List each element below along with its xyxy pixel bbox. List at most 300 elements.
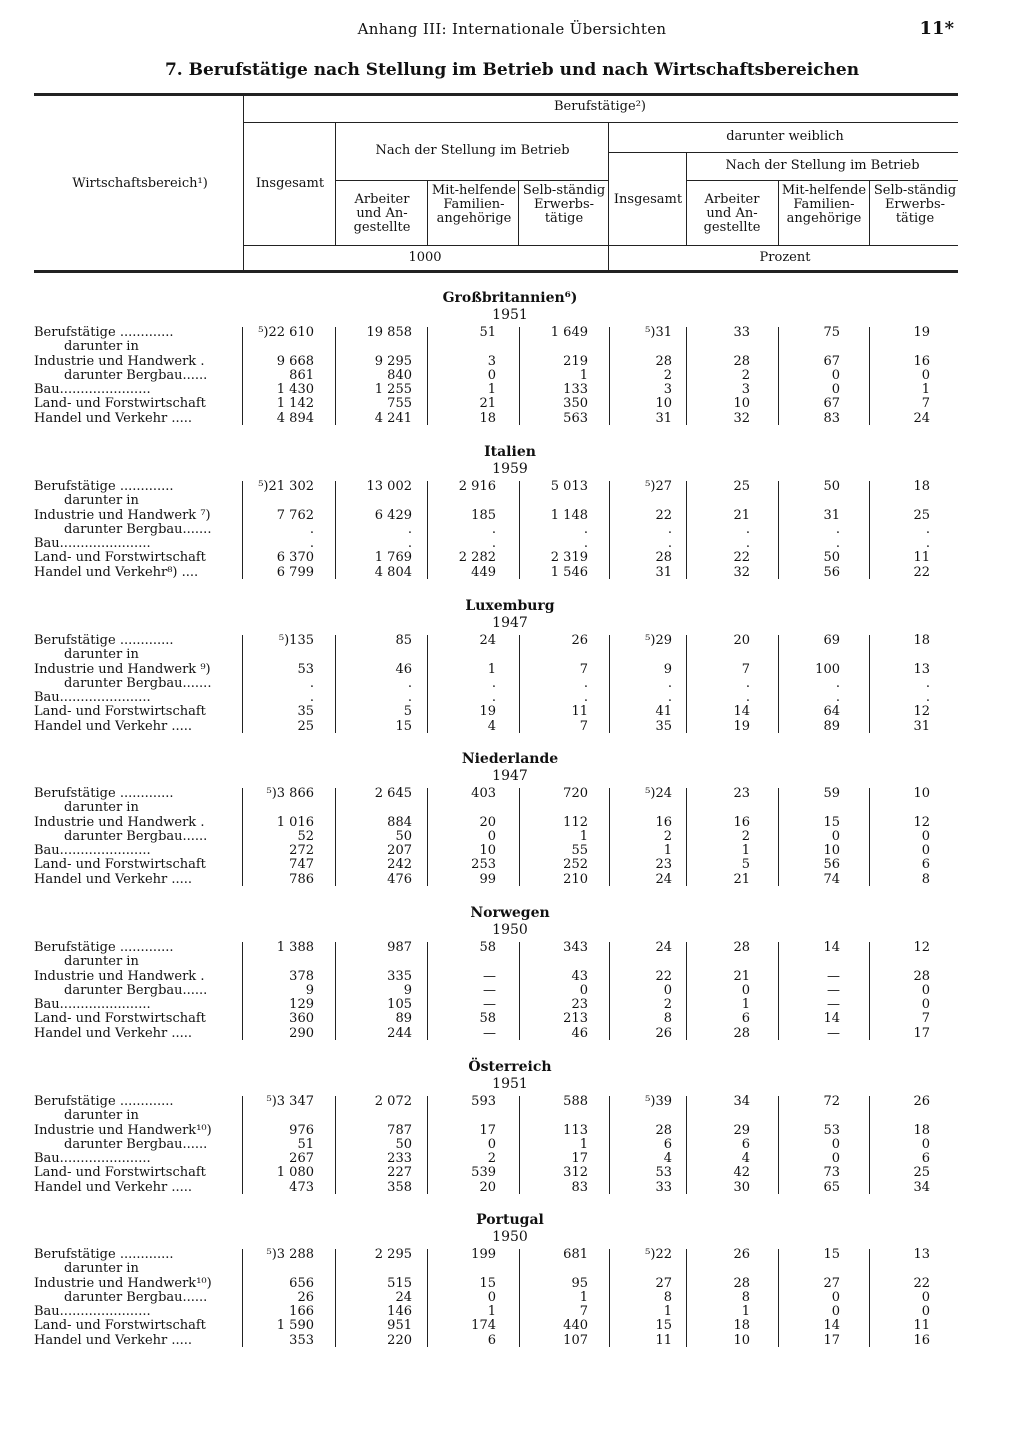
- table-cell: 10: [823, 843, 840, 859]
- table-cell: 840: [387, 367, 412, 383]
- table-cell: .: [925, 536, 930, 552]
- table-cell: 2 072: [374, 1094, 412, 1109]
- table-cell: 1 769: [374, 550, 412, 566]
- table-cell: .: [667, 536, 672, 552]
- insgesamt-header: Insgesamt: [255, 176, 325, 191]
- table-cell: 24: [479, 633, 496, 648]
- table-cell: .: [745, 521, 750, 537]
- table-cell: 133: [563, 382, 588, 398]
- table-cell: ⁵)31: [645, 325, 672, 340]
- stellung-rule-right: [687, 180, 958, 181]
- table-row: [34, 1181, 958, 1195]
- table-cell: 353: [289, 1332, 314, 1348]
- table-cell: 21: [733, 507, 750, 523]
- table-row: [34, 1262, 958, 1276]
- table-cell: 563: [563, 410, 588, 426]
- insgesamt-header-right: Insgesamt: [613, 192, 683, 207]
- table-cell: 35: [655, 718, 672, 734]
- table-cell: 747: [289, 857, 314, 873]
- col-divider-4: [608, 123, 609, 270]
- table-cell: 20: [733, 633, 750, 648]
- table-cell: 6: [921, 1151, 930, 1167]
- table-cell: 25: [297, 718, 314, 734]
- table-cell: 12: [913, 940, 930, 955]
- table-cell: .: [491, 675, 496, 691]
- table-cell: 0: [741, 982, 750, 998]
- table-cell: .: [407, 521, 412, 537]
- table-cell: 4: [487, 718, 496, 734]
- row-label: darunter in: [64, 955, 139, 970]
- table-cell: ⁵)135: [278, 633, 314, 648]
- berufstaetige-rule: [244, 122, 958, 123]
- table-cell: 23: [655, 857, 672, 873]
- row-label: Berufstätige .............: [34, 941, 174, 955]
- table-cell: 166: [289, 1304, 314, 1320]
- table-cell: 18: [913, 633, 930, 648]
- table-cell: 43: [571, 968, 588, 984]
- table-cell: 26: [913, 1094, 930, 1109]
- header-bottom-rule: [34, 270, 958, 273]
- table-cell: 1 649: [550, 325, 588, 340]
- table-cell: .: [491, 690, 496, 706]
- table-cell: 25: [913, 1165, 930, 1181]
- table-cell: 7: [579, 1304, 588, 1320]
- table-row: [34, 816, 958, 830]
- table-cell: 360: [289, 1011, 314, 1027]
- table-cell: 3: [663, 382, 672, 398]
- table-cell: .: [309, 521, 314, 537]
- table-cell: 29: [733, 1122, 750, 1138]
- table-cell: 681: [563, 1247, 588, 1262]
- table-cell: 11: [655, 1332, 672, 1348]
- table-cell: .: [583, 675, 588, 691]
- table-cell: 11: [913, 550, 930, 566]
- table-row: [34, 397, 958, 411]
- table-cell: 1 255: [374, 382, 412, 398]
- table-cell: 9 668: [276, 353, 314, 369]
- table-cell: 440: [563, 1318, 588, 1334]
- census-year: 1951: [492, 1076, 528, 1092]
- table-header: [0, 0, 1024, 275]
- table-cell: 976: [289, 1122, 314, 1138]
- table-cell: 378: [289, 968, 314, 984]
- table-cell: 6: [741, 1136, 750, 1152]
- table-row: [34, 494, 958, 508]
- country-section: [34, 750, 958, 887]
- table-row: [34, 509, 958, 523]
- table-cell: .: [407, 675, 412, 691]
- table-cell: 53: [655, 1165, 672, 1181]
- table-cell: .: [925, 690, 930, 706]
- row-label: Industrie und Handwerk .: [34, 815, 205, 830]
- census-year: 1950: [492, 1229, 528, 1245]
- table-cell: 1 388: [276, 940, 314, 955]
- table-cell: 16: [913, 353, 930, 369]
- table-cell: 2: [663, 828, 672, 844]
- table-cell: 253: [471, 857, 496, 873]
- table-cell: 129: [289, 997, 314, 1013]
- table-cell: ⁵)39: [645, 1094, 672, 1109]
- row-label: Land- und Forstwirtschaft: [34, 551, 206, 566]
- row-label: Berufstätige .............: [34, 1248, 174, 1262]
- table-cell: .: [925, 521, 930, 537]
- table-cell: 32: [733, 564, 750, 580]
- table-cell: 242: [387, 857, 412, 873]
- table-cell: 1: [487, 1304, 496, 1320]
- row-label: Handel und Verkehr .....: [34, 1333, 193, 1348]
- page-number: 11*: [919, 18, 954, 39]
- table-row: [34, 355, 958, 369]
- table-cell: 290: [289, 1025, 314, 1041]
- table-cell: 473: [289, 1179, 314, 1195]
- table-cell: 2 645: [374, 786, 412, 801]
- table-cell: 10: [913, 786, 930, 801]
- stub-header: Wirtschaftsbereich¹): [72, 176, 208, 191]
- table-cell: 17: [913, 1025, 930, 1041]
- row-label: Land- und Forstwirtschaft: [34, 858, 206, 873]
- table-cell: 2: [741, 367, 750, 383]
- table-cell: 0: [831, 1151, 840, 1167]
- table-cell: 15: [823, 1247, 840, 1262]
- stellung-rule-left: [336, 180, 608, 181]
- row-label: darunter Bergbau......: [64, 1290, 208, 1305]
- table-cell: 23: [571, 997, 588, 1013]
- table-cell: .: [835, 536, 840, 552]
- table-cell: 244: [387, 1025, 412, 1041]
- table-cell: 18: [913, 1122, 930, 1138]
- table-cell: 9 295: [374, 353, 412, 369]
- table-row: [34, 523, 958, 537]
- table-cell: 19: [913, 325, 930, 340]
- table-cell: 1: [741, 997, 750, 1013]
- table-cell: 515: [387, 1275, 412, 1291]
- table-cell: 59: [823, 786, 840, 801]
- row-label: Berufstätige .............: [34, 326, 174, 340]
- table-cell: 72: [823, 1094, 840, 1109]
- table-cell: 50: [395, 828, 412, 844]
- table-cell: .: [309, 675, 314, 691]
- table-row: [34, 1248, 958, 1262]
- table-cell: ⁵)24: [645, 786, 672, 801]
- table-cell: 30: [733, 1179, 750, 1195]
- table-cell: 0: [831, 1289, 840, 1305]
- table-cell: 1: [663, 1304, 672, 1320]
- table-cell: 99: [479, 871, 496, 887]
- table-cell: 83: [571, 1179, 588, 1195]
- table-cell: 113: [563, 1122, 588, 1138]
- table-cell: 951: [387, 1318, 412, 1334]
- table-cell: 12: [913, 704, 930, 720]
- table-cell: 8: [921, 871, 930, 887]
- table-cell: 21: [733, 871, 750, 887]
- table-cell: 9: [663, 661, 672, 677]
- country-title: Großbritannien⁶): [442, 290, 578, 306]
- col-divider-2: [427, 181, 428, 245]
- table-cell: 0: [579, 982, 588, 998]
- table-cell: 267: [289, 1151, 314, 1167]
- table-cell: 51: [297, 1136, 314, 1152]
- col-divider-1: [335, 123, 336, 245]
- table-cell: 31: [655, 564, 672, 580]
- table-cell: 17: [479, 1122, 496, 1138]
- row-label: darunter Bergbau.......: [64, 522, 212, 537]
- table-cell: 1 430: [276, 382, 314, 398]
- table-cell: 64: [823, 704, 840, 720]
- table-cell: .: [583, 536, 588, 552]
- table-cell: 1 148: [550, 507, 588, 523]
- table-cell: 219: [563, 353, 588, 369]
- table-row: [34, 326, 958, 340]
- country-section: [34, 904, 958, 1041]
- table-cell: 1: [487, 661, 496, 677]
- table-row: [34, 1152, 958, 1166]
- table-cell: 31: [823, 507, 840, 523]
- table-cell: 16: [913, 1332, 930, 1348]
- table-cell: .: [925, 675, 930, 691]
- table-cell: 8: [663, 1011, 672, 1027]
- table-row: [34, 369, 958, 383]
- table-cell: 42: [733, 1165, 750, 1181]
- row-label: Bau......................: [34, 844, 151, 859]
- table-cell: 15: [823, 814, 840, 830]
- table-row: [34, 1012, 958, 1026]
- table-row: [34, 1334, 958, 1348]
- table-cell: 28: [733, 940, 750, 955]
- table-title: 7. Berufstätige nach Stellung im Betrieb und nach Wirtschaftsbereichen: [164, 60, 860, 80]
- table-cell: .: [745, 536, 750, 552]
- table-row: [34, 830, 958, 844]
- table-cell: 0: [921, 843, 930, 859]
- table-cell: 22: [733, 550, 750, 566]
- table-row: [34, 383, 958, 397]
- table-cell: 25: [913, 507, 930, 523]
- row-label: Land- und Forstwirtschaft: [34, 1166, 206, 1181]
- table-cell: 22: [913, 1275, 930, 1291]
- row-label: Handel und Verkehr .....: [34, 411, 193, 426]
- table-cell: 220: [387, 1332, 412, 1348]
- table-cell: 9: [305, 982, 314, 998]
- table-cell: 6 799: [276, 564, 314, 580]
- table-row: [34, 634, 958, 648]
- row-label: Berufstätige .............: [34, 787, 174, 801]
- table-cell: 7: [579, 661, 588, 677]
- table-cell: 53: [823, 1122, 840, 1138]
- table-row: [34, 1095, 958, 1109]
- table-cell: 786: [289, 871, 314, 887]
- table-cell: 720: [563, 786, 588, 801]
- row-label: darunter Bergbau......: [64, 983, 208, 998]
- country-section: [34, 289, 958, 426]
- table-cell: 0: [921, 982, 930, 998]
- table-cell: 52: [297, 828, 314, 844]
- table-cell: 4 894: [276, 410, 314, 426]
- nach-stellung-header-right: Nach der Stellung im Betrieb: [725, 158, 920, 173]
- table-cell: 11: [571, 704, 588, 720]
- table-cell: 1: [579, 828, 588, 844]
- table-cell: 4: [741, 1151, 750, 1167]
- table-cell: 7 762: [276, 507, 314, 523]
- section-rows: [34, 1095, 958, 1195]
- row-label: Industrie und Handwerk .: [34, 354, 205, 369]
- table-cell: 588: [563, 1094, 588, 1109]
- table-row: [34, 955, 958, 969]
- table-cell: —: [483, 997, 496, 1013]
- table-cell: .: [309, 536, 314, 552]
- table-cell: 1 080: [276, 1165, 314, 1181]
- table-cell: —: [827, 968, 840, 984]
- table-cell: ⁵)29: [645, 633, 672, 648]
- row-label: darunter in: [64, 1109, 139, 1124]
- table-cell: 46: [571, 1025, 588, 1041]
- table-cell: .: [491, 521, 496, 537]
- arbeiter-header-left: Arbeiter und An-gestellte: [353, 192, 411, 235]
- census-year: 1947: [492, 615, 528, 631]
- table-row: [34, 691, 958, 705]
- table-cell: ⁵)27: [645, 479, 672, 494]
- table-cell: .: [407, 536, 412, 552]
- table-cell: 312: [563, 1165, 588, 1181]
- census-year: 1950: [492, 922, 528, 938]
- table-row: [34, 873, 958, 887]
- table-cell: ⁵)22 610: [258, 325, 314, 340]
- table-cell: 31: [913, 718, 930, 734]
- table-cell: 7: [921, 1011, 930, 1027]
- table-cell: 1: [579, 1136, 588, 1152]
- table-cell: 174: [471, 1318, 496, 1334]
- table-cell: 1: [741, 843, 750, 859]
- table-cell: 13 002: [366, 479, 412, 494]
- table-cell: 6: [663, 1136, 672, 1152]
- table-cell: 1: [741, 1304, 750, 1320]
- section-rows: [34, 480, 958, 580]
- table-cell: 55: [571, 843, 588, 859]
- table-cell: —: [483, 968, 496, 984]
- table-cell: 2: [741, 828, 750, 844]
- census-year: 1947: [492, 768, 528, 784]
- table-cell: 19 858: [366, 325, 412, 340]
- table-cell: 0: [921, 367, 930, 383]
- table-cell: 252: [563, 857, 588, 873]
- table-cell: 26: [733, 1247, 750, 1262]
- table-cell: 1 016: [276, 814, 314, 830]
- table-cell: 7: [741, 661, 750, 677]
- table-row: [34, 844, 958, 858]
- table-row: [34, 801, 958, 815]
- table-cell: .: [583, 521, 588, 537]
- table-cell: 593: [471, 1094, 496, 1109]
- table-cell: .: [407, 690, 412, 706]
- selbstaendig-header-left: Selb-ständig Erwerbs-tätige: [522, 183, 606, 226]
- table-cell: 2 282: [458, 550, 496, 566]
- row-label: darunter in: [64, 494, 139, 509]
- table-cell: 107: [563, 1332, 588, 1348]
- table-row: [34, 1166, 958, 1180]
- table-cell: 95: [571, 1275, 588, 1291]
- unit-rule: [244, 245, 958, 246]
- table-cell: 28: [655, 550, 672, 566]
- table-cell: 26: [655, 1025, 672, 1041]
- table-cell: 0: [921, 1136, 930, 1152]
- table-cell: 0: [831, 367, 840, 383]
- table-cell: .: [583, 690, 588, 706]
- table-cell: 50: [395, 1136, 412, 1152]
- table-cell: 1: [663, 843, 672, 859]
- table-cell: 4: [663, 1151, 672, 1167]
- table-row: [34, 551, 958, 565]
- table-cell: 21: [479, 396, 496, 412]
- table-cell: 26: [571, 633, 588, 648]
- table-cell: 0: [831, 382, 840, 398]
- table-cell: 1 142: [276, 396, 314, 412]
- row-label: Land- und Forstwirtschaft: [34, 705, 206, 720]
- country-title: Luxemburg: [465, 598, 555, 614]
- table-cell: 13: [913, 661, 930, 677]
- table-cell: 50: [823, 479, 840, 494]
- table-cell: 56: [823, 564, 840, 580]
- row-label: darunter Bergbau......: [64, 829, 208, 844]
- table-cell: 2 295: [374, 1247, 412, 1262]
- row-label: Berufstätige .............: [34, 1095, 174, 1109]
- table-row: [34, 787, 958, 801]
- table-cell: 358: [387, 1179, 412, 1195]
- table-cell: 24: [395, 1289, 412, 1305]
- table-cell: 6: [921, 857, 930, 873]
- table-cell: 51: [479, 325, 496, 340]
- table-cell: 24: [655, 940, 672, 955]
- table-cell: 11: [913, 1318, 930, 1334]
- table-cell: 28: [733, 1025, 750, 1041]
- table-cell: 15: [479, 1275, 496, 1291]
- row-label: Bau......................: [34, 383, 151, 398]
- table-cell: 58: [479, 1011, 496, 1027]
- table-cell: 27: [823, 1275, 840, 1291]
- row-label: Industrie und Handwerk¹⁰): [34, 1123, 212, 1138]
- section-rows: [34, 326, 958, 426]
- col-divider-6: [778, 181, 779, 245]
- table-cell: 539: [471, 1165, 496, 1181]
- table-cell: 6: [741, 1011, 750, 1027]
- table-cell: ⁵)22: [645, 1247, 672, 1262]
- table-cell: ⁵)3 866: [266, 786, 314, 801]
- table-cell: 6: [487, 1332, 496, 1348]
- table-cell: 20: [479, 814, 496, 830]
- table-cell: 65: [823, 1179, 840, 1195]
- table-cell: 449: [471, 564, 496, 580]
- country-section: [34, 597, 958, 734]
- row-label: Bau......................: [34, 691, 151, 706]
- row-label: Industrie und Handwerk ⁹): [34, 662, 211, 677]
- country-section: [34, 443, 958, 580]
- row-label: Land- und Forstwirtschaft: [34, 1012, 206, 1027]
- table-cell: —: [827, 982, 840, 998]
- table-cell: 74: [823, 871, 840, 887]
- table-row: [34, 1109, 958, 1123]
- table-cell: 14: [823, 940, 840, 955]
- table-cell: 987: [387, 940, 412, 955]
- table-row: [34, 941, 958, 955]
- table-cell: .: [667, 690, 672, 706]
- table-cell: 31: [655, 410, 672, 426]
- table-row: [34, 1138, 958, 1152]
- country-title: Niederlande: [461, 751, 559, 767]
- selbstaendig-header-right: Selb-ständig Erwerbs-tätige: [873, 183, 957, 226]
- table-row: [34, 1291, 958, 1305]
- table-cell: —: [483, 982, 496, 998]
- table-row: [34, 1027, 958, 1041]
- section-rows: [34, 634, 958, 734]
- table-cell: 22: [655, 507, 672, 523]
- table-cell: 15: [395, 718, 412, 734]
